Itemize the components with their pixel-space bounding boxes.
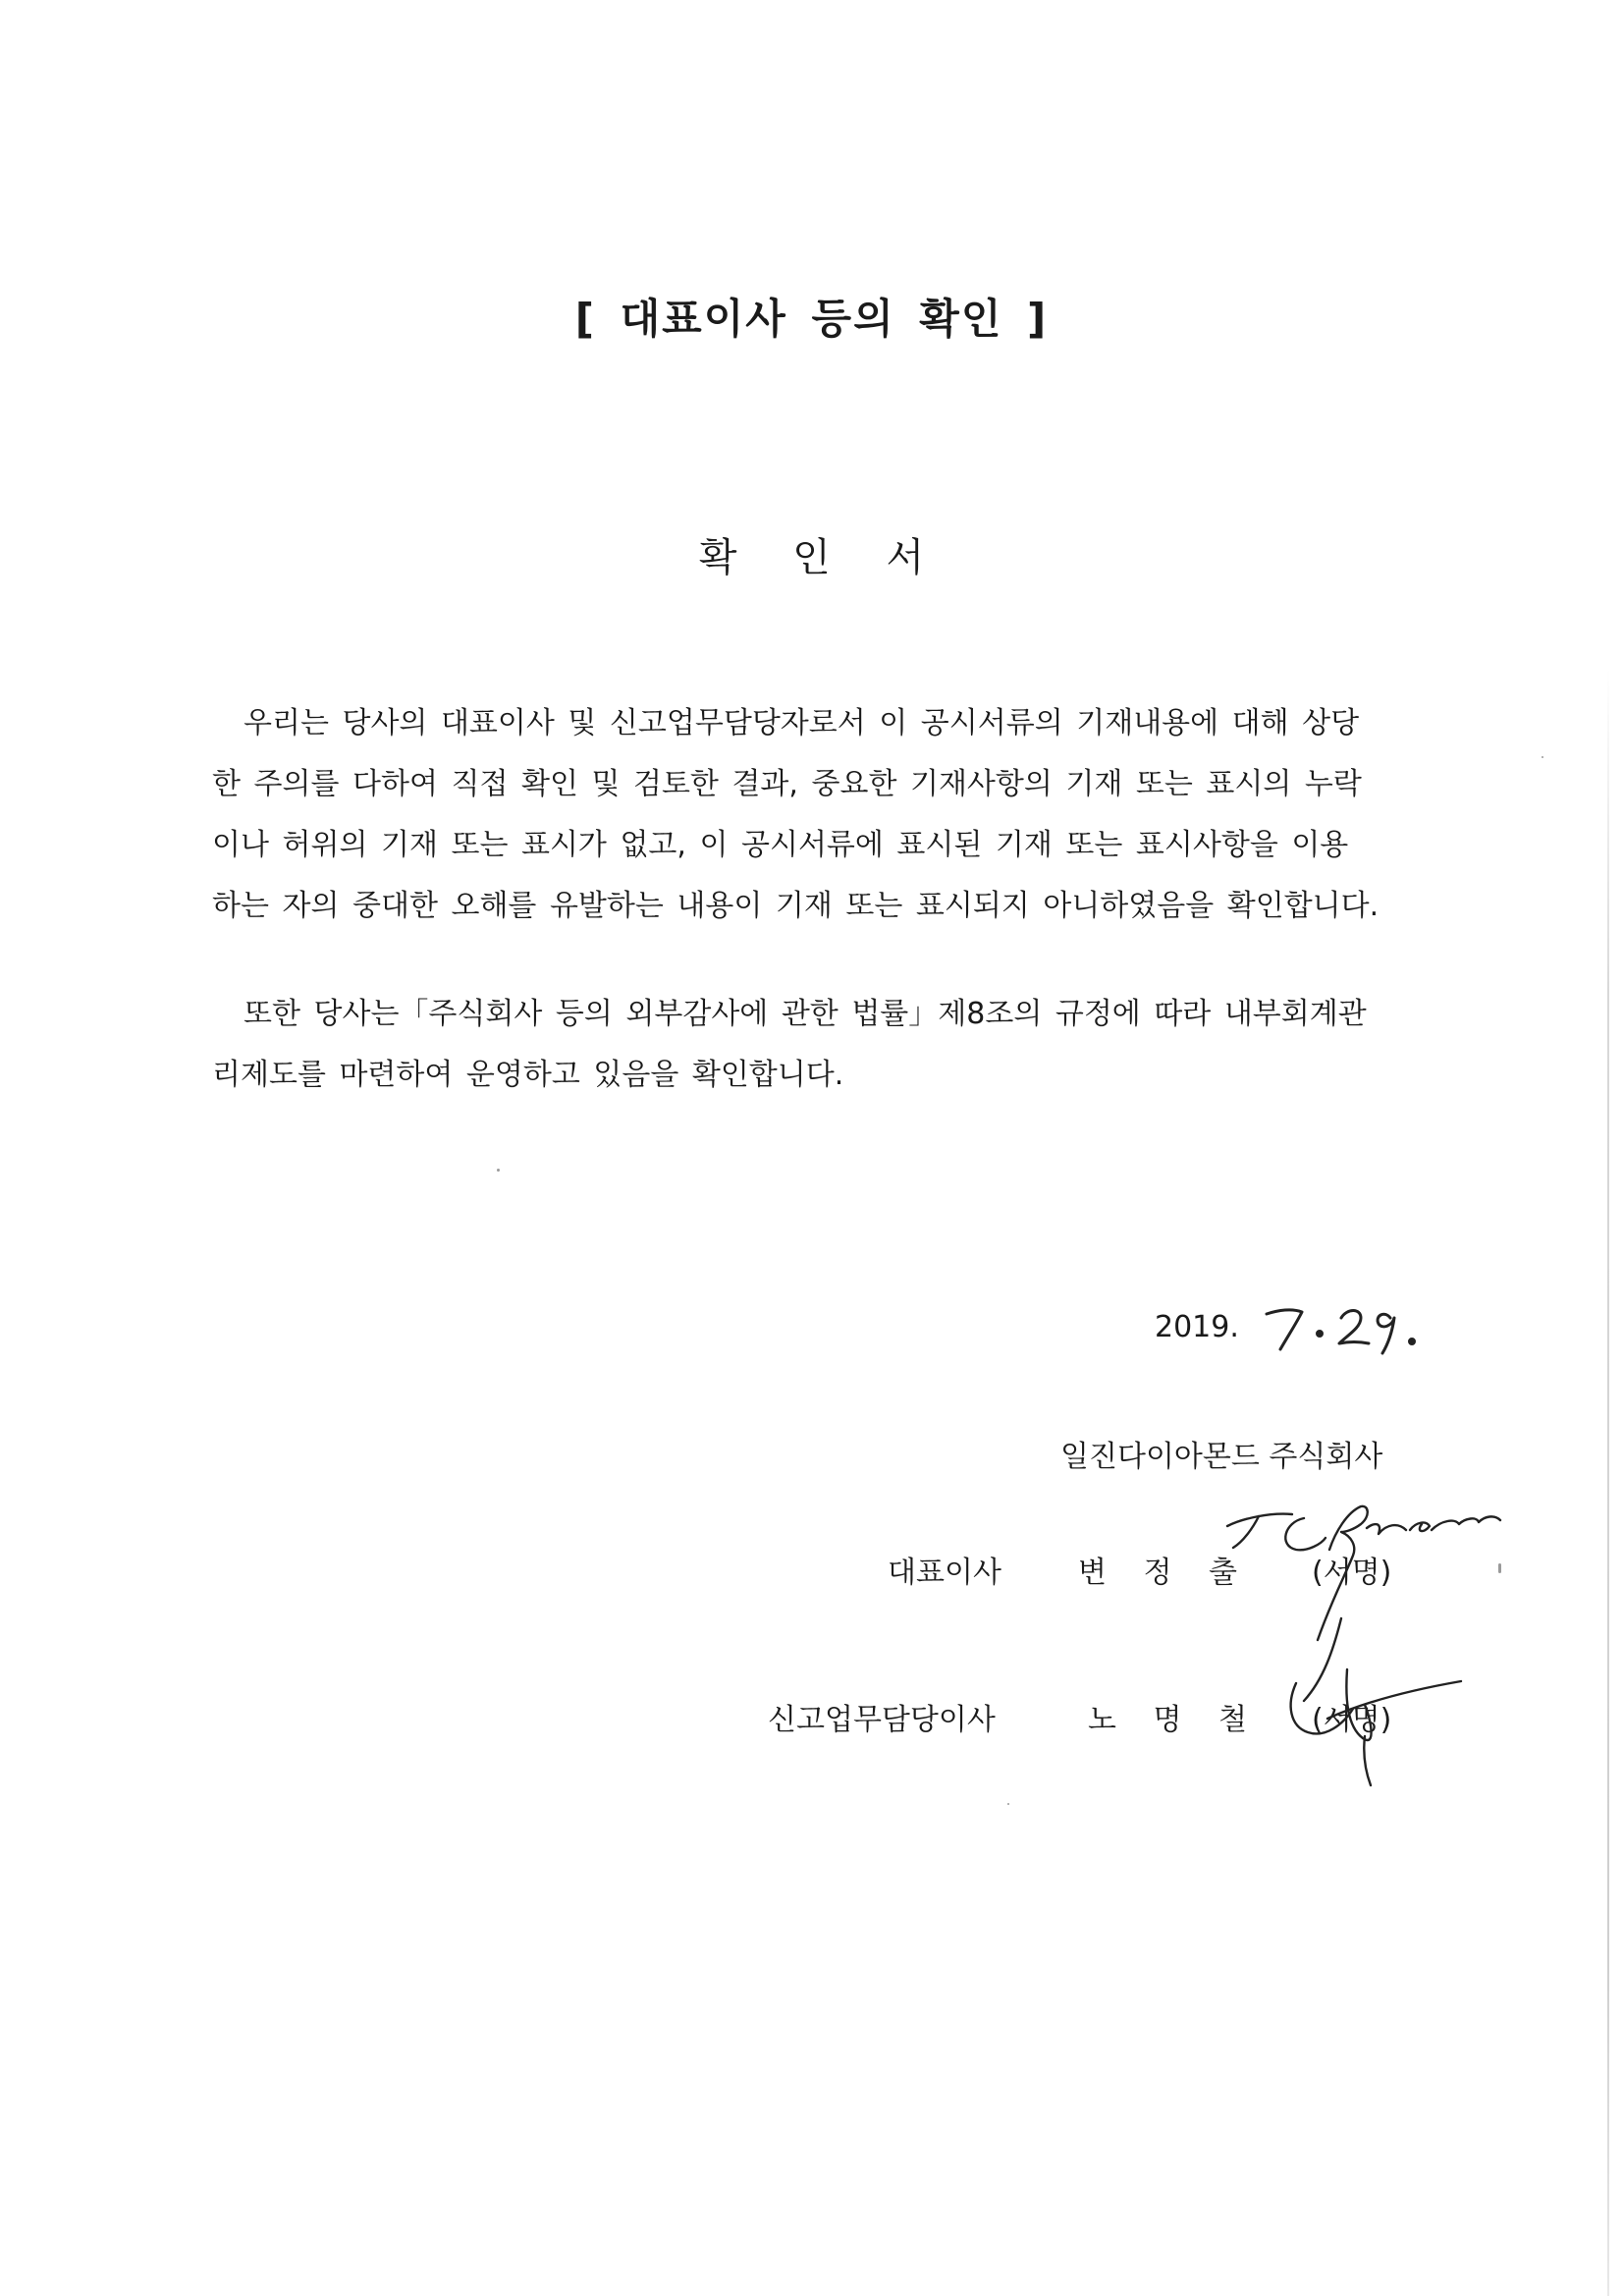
paragraph-line: 또한 당사는「주식회사 등의 외부감사에 관한 법률」제8조의 규정에 따라 내부회계관 — [243, 997, 1367, 1031]
company-name: 일진다이아몬드 주식회사 — [1060, 1440, 1383, 1474]
paragraph-line: 우리는 당사의 대표이사 및 신고업무담당자로서 이 공시서류의 기재내용에 대해 상당 — [243, 706, 1360, 740]
paragraph-line: 하는 자의 중대한 오해를 유발하는 내용이 기재 또는 표시되지 아니하였음을 확인합니다. — [212, 889, 1380, 923]
signer-role-disclosure-officer: 신고업무담당이사 — [768, 1703, 996, 1737]
paragraph-line: 한 주의를 다하여 직접 확인 및 검토한 결과, 중요한 기재사항의 기재 또는 표시의 누락 — [212, 767, 1362, 801]
signature-mark-disclosure-officer: (서명) — [1312, 1703, 1392, 1737]
header-title: [ 대표이사 등의 확인 ] — [574, 295, 1049, 343]
scan-speck — [497, 1169, 500, 1172]
handwritten-date — [1259, 1292, 1426, 1361]
scan-speck — [1498, 1563, 1501, 1573]
handwritten-signature-disclosure-officer — [1269, 1611, 1465, 1787]
paragraph-line: 이나 허위의 기재 또는 표시가 없고, 이 공시서류에 표시된 기재 또는 표시사항을 이용 — [212, 828, 1349, 862]
signer-role-ceo: 대표이사 — [888, 1556, 1001, 1590]
signer-name-disclosure-officer: 노 명 철 — [1088, 1703, 1262, 1737]
scan-speck — [1542, 756, 1543, 758]
date-printed: 2019. — [1155, 1310, 1239, 1344]
paragraph-line: 리제도를 마련하여 운영하고 있음을 확인합니다. — [212, 1058, 844, 1092]
confirmation-paragraph-1 — [212, 693, 1410, 937]
signer-name-ceo: 변 정 출 — [1078, 1556, 1252, 1590]
document-title: 확 인 서 — [698, 535, 947, 580]
confirmation-paragraph-2 — [212, 984, 1410, 1106]
scan-speck — [1007, 1803, 1009, 1805]
scan-edge-shadow — [1607, 668, 1609, 2296]
signature-mark-ceo: (서명) — [1312, 1556, 1392, 1590]
